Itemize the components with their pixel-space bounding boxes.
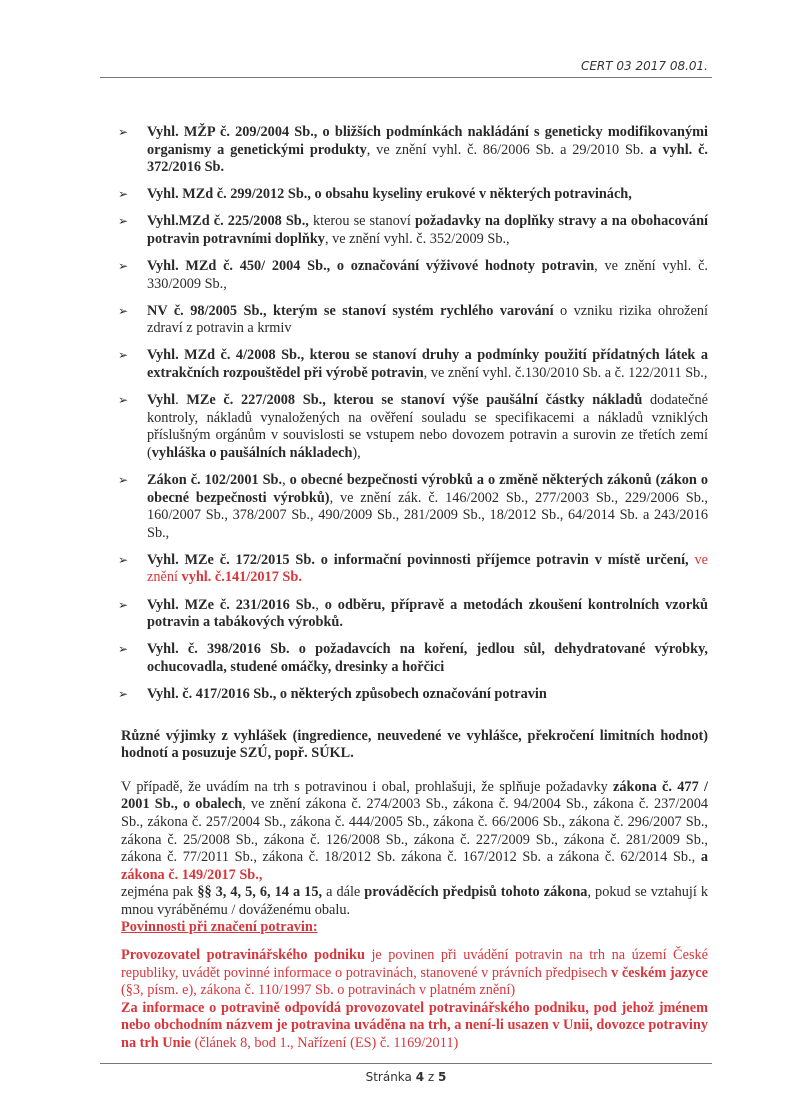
text-segment: o obecné bezpečnosti výrobků a o změně některých zákonů (zákon o obecné bezpečnosti výrobků) [147, 472, 708, 506]
legislation-item [118, 686, 708, 704]
text-segment: Různé výjimky z vyhlášek (ingredience, neuvedené ve vyhlášce, překročení limitních hodnot) hodnotí a posuzuje SZÚ, popř. SÚKL. [121, 727, 708, 762]
text-segment: NV č. 98/2005 Sb., kterým se stanoví systém rychlého varování [147, 302, 554, 319]
text-segment: vyhl. č.141/2017 Sb. [181, 569, 302, 586]
text-segment: a vyhl. č. 372/2016 Sb. [147, 141, 708, 176]
text-segment: , [282, 472, 290, 488]
text-segment: v českém jazyce [611, 964, 708, 981]
legislation-list [118, 124, 708, 704]
text-segment: , ve znění vyhl. č. 352/2009 Sb., [324, 230, 510, 247]
arrow-bullet-icon: ➢ [118, 393, 129, 408]
page-label: Stránka [365, 1069, 412, 1084]
legislation-item [118, 392, 708, 462]
legislation-item [118, 347, 708, 382]
arrow-bullet-icon: ➢ [118, 187, 129, 202]
text-segment: Zákon č. 102/2001 Sb. [147, 472, 283, 488]
text-segment: je povinen při uvádění potravin na trh na území České republiky, uvádět povinné informace o potravinách, stanovené v právních předpisech [121, 947, 708, 981]
text-segment: Vyhl. č. 398/2016 Sb. o požadavcích na koření, jedlou sůl, dehydratované výrobky, ochucovadla, studené omáčky, dresinky a hořčici [147, 641, 708, 675]
text-segment: , ve znění vyhl. č. 330/2009 Sb., [147, 258, 708, 292]
text-segment: , [315, 596, 325, 613]
arrow-bullet-icon: ➢ [118, 348, 129, 363]
arrow-bullet-icon: ➢ [118, 125, 129, 139]
legislation-item [118, 641, 708, 676]
text-segment: prováděcích předpisů tohoto zákona [364, 884, 588, 901]
text-segment: §§ 3, 4, 5, 6, 14 a 15, [197, 884, 323, 901]
page-of: z [427, 1069, 435, 1084]
text-segment: V případě, že uvádím na trh s potravinou i obal, prohlašuji, že splňuje požadavky [121, 778, 614, 795]
text-segment: ), [352, 444, 361, 461]
text-segment: Vyhl. MZd č. 4/2008 Sb., kterou se stanoví druhy a podmínky použití přídatných látek a extrakčních rozpouštědel při výrobě potravin [147, 347, 708, 382]
text-segment: , ve znění zákona č. 274/2003 Sb., zákona č. 94/2004 Sb., zákona č. 237/2004 Sb., zákona č. 257/2004 Sb., zákona č. 444/2005 Sb., zákona č. 66/2006 Sb., zákona č. 296/2007 Sb., zákona č. 25/2008 Sb., zákona č. 126/2008 Sb., zákona č. 227/2009 Sb., zákona č. 281/2009 Sb., zákona č. 77/2011 Sb., zákona č. 18/2012 Sb. zákona č. 167/2012 Sb. a zákona č. 62/2014 Sb., [121, 796, 708, 866]
text-segment: Vyhl. MZd č. 299/2012 Sb., o obsahu kyseliny erukové v některých potravinách, [147, 186, 632, 203]
text-segment: dodatečné kontroly, nákladů vynaložených na ověření souladu se specifikacemi a nákladů vzniklých příslušným orgánům v souvislosti se vstupem nebo dovozem potravin a surovin ze třetích zemí ( [147, 392, 708, 461]
text-segment: a dále [322, 884, 365, 901]
arrow-bullet-icon: ➢ [118, 214, 129, 229]
text-segment: kterou se stanoví [308, 213, 415, 230]
text-segment: o vzniku rizika ohrožení zdraví z potravin a krmiv [147, 302, 708, 337]
arrow-bullet-icon: ➢ [118, 642, 129, 657]
page-number [100, 1070, 712, 1084]
text-segment: , pokud se vztahují k mnou vyráběnému / dováženému obalu. [121, 884, 708, 918]
legislation-item [118, 303, 708, 338]
text-segment: , ve znění vyhl. č.130/2010 Sb. a č. 122/2011 Sb., [423, 365, 708, 382]
legislation-item [118, 597, 708, 632]
text-segment: (článek 8, bod 1., Nařízení (ES) č. 1169/2011) [190, 1035, 459, 1052]
header-divider [100, 77, 712, 78]
labeling-obligations [121, 947, 708, 1053]
text-segment: zákona č. 477 / 2001 Sb., o obalech [121, 778, 708, 813]
text-segment: Za informace o potravině odpovídá provozovatel potravinářského podniku, pod jehož jménem nebo obchodním názvem je potravina uváděna na trh, a není-li usazen v Unii, dovozce potraviny na trh Unie [121, 999, 709, 1052]
text-segment: . [175, 392, 187, 409]
text-segment: požadavky na doplňky stravy a na obohacování potravin potravními doplňky [147, 213, 708, 247]
document-code: CERT 03 2017 08.01. [580, 59, 708, 73]
packaging-declaration [121, 779, 708, 937]
text-segment: Vyhl. MŽP č. 209/2004 Sb., o bližších podmínkách nakládání s geneticky modifikovanými organismy a genetickými produkty [147, 124, 708, 158]
text-segment: Vyhl [147, 392, 176, 409]
text-segment: Vyhl. č. 417/2016 Sb., o některých způsobech označování potravin [147, 685, 547, 702]
text-segment: , ve znění zák. č. 146/2002 Sb., 277/2003 Sb., 229/2006 Sb., 160/2007 Sb., 378/2007 Sb., 490/2009 Sb., 281/2009 Sb., 18/2012 Sb., 64/2014 Sb. a 243/2016 Sb., [147, 489, 708, 541]
text-segment: zákona č. 149/2017 Sb., [121, 866, 263, 883]
legislation-item [118, 186, 708, 204]
page-body [100, 124, 712, 1084]
legislation-item [118, 124, 708, 177]
footer-divider [100, 1063, 712, 1064]
exceptions-note [121, 728, 708, 763]
text-segment: MZe č. 227/2008 Sb., kterou se stanoví výše paušální částky nákladů [186, 392, 643, 409]
text-segment: Povinnosti při značení potravin: [121, 919, 318, 936]
text-segment: ve znění [147, 551, 708, 586]
total-pages: 5 [438, 1069, 447, 1084]
text-segment: a [700, 849, 708, 866]
text-segment: (§3, písm. e), zákona č. 110/1997 Sb. o potravinách v platném znění) [121, 982, 516, 999]
text-segment: Vyhl. MZe č. 172/2015 Sb. o informační povinnosti příjemce potravin v místě určení, [147, 551, 689, 568]
legislation-item [118, 258, 708, 293]
arrow-bullet-icon: ➢ [118, 552, 129, 567]
text-segment: , ve znění vyhl. č. 86/2006 Sb. a 29/2010 Sb. [366, 141, 650, 158]
legislation-item [118, 472, 708, 542]
current-page: 4 [415, 1069, 425, 1084]
legislation-item [118, 552, 708, 587]
text-segment: Vyhl.MZd č. 225/2008 Sb., [147, 213, 309, 230]
arrow-bullet-icon: ➢ [118, 303, 129, 318]
text-segment: o odběru, přípravě a metodách zkoušení kontrolních vzorků potravin a tabákových výrobků. [147, 596, 708, 631]
text-segment: Vyhl. MZd č. 450/ 2004 Sb., o označování výživové hodnoty potravin [147, 258, 595, 275]
text-segment: Vyhl. MZe č. 231/2016 Sb. [147, 596, 316, 613]
text-segment: Provozovatel potravinářského podniku [121, 947, 365, 964]
arrow-bullet-icon: ➢ [118, 473, 129, 487]
arrow-bullet-icon: ➢ [118, 686, 129, 701]
text-segment: zejména pak [121, 884, 198, 901]
text-segment: vyhláška o paušálních nákladech [151, 444, 353, 461]
arrow-bullet-icon: ➢ [118, 597, 129, 612]
legislation-item [118, 213, 708, 248]
arrow-bullet-icon: ➢ [118, 259, 129, 274]
